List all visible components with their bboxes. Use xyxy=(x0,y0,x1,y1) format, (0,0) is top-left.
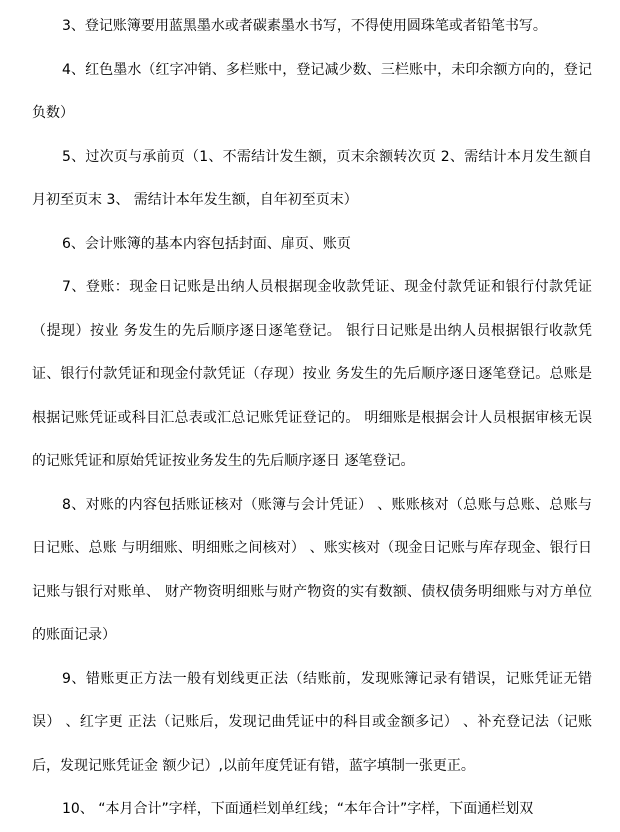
paragraph-9: 9、错账更正方法一般有划线更正法（结账前，发现账簿记录有错误，记账凭证无错误） 、红字更 正法（记账后，发现记曲凭证中的科目或金额多记） 、补充登记法（记账后，发现记账凭证金 额少记）,以前年度凭证有错，蓝字填制一张更正。 xyxy=(32,670,592,774)
paragraph-8: 8、对账的内容包括账证核对（账簿与会计凭证） 、账账核对（总账与总账、总账与日记账、总账 与明细账、明细账之间核对） 、账实核对（现金日记账与库存现金、银行日记账与银行对账单、 财产物资明细账与财产物资的实有数额、债权债务明细账与对方单位的账面记录） xyxy=(32,496,592,643)
paragraph-4: 4、红色墨水（红字冲销、多栏账中，登记减少数、三栏账中，未印余额方向的，登记负数） xyxy=(32,61,592,121)
paragraph-7: 7、登账：现金日记账是出纳人员根据现金收款凭证、现金付款凭证和银行付款凭证（提现）按业 务发生的先后顺序逐日逐笔登记。 银行日记账是出纳人员根据银行收款凭证、银行付款凭证和现金付款凭证（存现）按业 务发生的先后顺序逐日逐笔登记。总账是根据记账凭证或科目汇总表或汇总记账凭证登记的。 明细账是根据会计人员根据审核无误的记账凭证和原始凭证按业务发生的先后顺序逐日 逐笔登记。 xyxy=(32,279,592,469)
document-body xyxy=(32,5,592,832)
paragraph-6: 6、会计账簿的基本内容包括封面、扉页、账页 xyxy=(62,235,351,252)
paragraph-10: 10、 “本月合计”字样，下面通栏划单红线；“本年合计”字样，下面通栏划双 xyxy=(62,801,534,817)
paragraph-3: 3、登记账簿要用蓝黑墨水或者碳素墨水书写，不得使用圆珠笔或者铅笔书写。 xyxy=(62,18,547,34)
paragraph-5: 5、过次页与承前页（1、不需结计发生额，页末余额转次页 2、需结计本月发生额自月初至页末 3、 需结计本年发生额，自年初至页末） xyxy=(32,148,592,208)
